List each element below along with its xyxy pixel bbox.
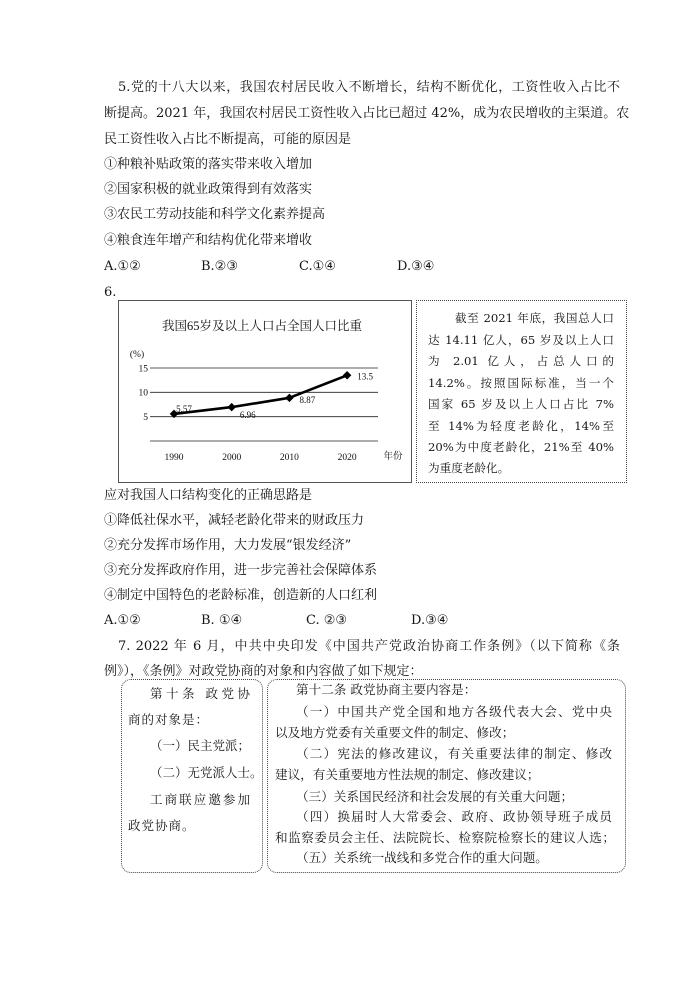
article-12-line-9: （五）关系统一战线和多党合作的重大问题。 (296, 850, 548, 865)
y-tick-label: 15 (138, 364, 148, 375)
q5-stem-line-1: 5.党的十八大以来，我国农村居民收入不断增长，结构不断优化，工资性收入占比不 (118, 80, 620, 95)
data-label: 6.96 (239, 410, 256, 421)
article-12-box (267, 679, 626, 873)
q6-stem: 应对我国人口结构变化的正确思路是 (104, 488, 313, 503)
q7-stem-line-2: 例》），《条例》对政党协商的对象和内容做了如下规定： (104, 664, 423, 679)
info-line-6: 至 14%为轻度老龄化，14%至 (428, 419, 614, 433)
info-line-8: 为重度老龄化。 (428, 461, 510, 475)
q6-option-4: ④制定中国特色的老龄标准，创造新的人口红利 (104, 588, 378, 603)
q5-stem-line-2: 断提高。2021 年，我国农村居民工资性收入占比已超过 42%，成为农民增收的主渠道。农 (104, 106, 630, 121)
x-tick-label: 2020 (337, 453, 357, 463)
article-10-line-6: 政党协商。 (128, 818, 196, 833)
population-info-box (416, 300, 627, 483)
population-chart (118, 300, 412, 483)
article-10-line-5: 工商联应邀参加 (150, 792, 250, 807)
article-12-line-6: （三）关系国民经济和社会发展的有关重大问题； (296, 789, 574, 804)
x-axis-label: 年份 (383, 452, 403, 462)
q5-stem-line-3: 民工资性收入占比不断提高，可能的原因是 (104, 132, 352, 147)
info-line-5: 国家 65 岁及以上人口占比 7% (428, 397, 614, 411)
info-line-3: 为 2.01 亿人，占总人口的 (428, 354, 614, 368)
q7-stem-line-1: 7. 2022 年 6 月，中共中央印发《中国共产党政治协商工作条例》（以下简称《条 (118, 639, 620, 654)
data-label: 5.57 (176, 403, 192, 414)
article-10-line-1: 第十条 政党协 (150, 686, 250, 701)
q5-option-2: ②国家积极的就业政策得到有效落实 (104, 182, 313, 197)
q5-choice-b: B.②③ (201, 259, 238, 274)
x-tick-label: 1990 (164, 453, 184, 463)
q6-option-2: ②充分发挥市场作用，大力发展“银发经济” (104, 538, 352, 553)
data-label: 13.5 (357, 371, 373, 382)
article-10-box (121, 679, 263, 873)
chart-svg (118, 300, 412, 483)
q6-choice-d: D.③④ (411, 613, 449, 628)
x-tick-label: 2010 (279, 453, 299, 463)
info-line-2: 达 14.11 亿人，65 岁及以上人口 (428, 333, 614, 347)
y-tick-label: 5 (143, 412, 148, 423)
q6-option-1: ①降低社保水平，减轻老龄化带来的财政压力 (104, 513, 365, 528)
info-line-7: 20%为中度老龄化，21%至 40% (428, 440, 614, 454)
y-axis-label: (%) (129, 350, 145, 360)
article-10-line-3: （一）民主党派； (150, 738, 251, 753)
article-12-line-8: 和监察委员会主任、法院院长、检察院检察长的建议人选； (275, 830, 615, 845)
article-10-line-4: （二）无党派人士。 (150, 765, 263, 780)
info-line-4: 14.2%。按照国际标准，当一个 (428, 376, 614, 390)
q5-option-1: ①种粮补贴政策的落实带来收入增加 (104, 157, 313, 172)
q5-choice-c: C.①④ (299, 259, 336, 274)
q5-choice-d: D.③④ (397, 259, 435, 274)
q6-choice-a: A.①② (104, 613, 141, 628)
article-12-line-2: （一）中国共产党全国和地方各级代表大会、党中央 (296, 704, 612, 719)
chart-title: 我国65岁及以上人口占全国人口比重 (161, 319, 363, 333)
y-tick-label: 10 (138, 388, 148, 399)
x-tick-label: 2000 (222, 453, 242, 463)
q6-choice-b: B. ①④ (201, 613, 243, 628)
q6-choice-c: C. ②③ (306, 613, 348, 628)
article-12-line-5: 建议，有关重要地方性法规的制定、修改建议； (275, 767, 540, 782)
info-line-1: 截至 2021 年底，我国总人口 (455, 311, 614, 325)
q5-option-4: ④粮食连年增产和结构优化带来增收 (104, 233, 313, 248)
article-12-line-1: 第十二条 政党协商主要内容是： (296, 682, 477, 697)
article-12-line-4: （二）宪法的修改建议，有关重要法律的制定、修改 (296, 746, 612, 761)
data-label: 8.87 (299, 394, 316, 405)
article-12-line-3: 以及地方党委有关重要文件的制定、修改； (275, 725, 515, 740)
q5-choice-a: A.①② (104, 259, 141, 274)
q6-option-3: ③充分发挥政府作用，进一步完善社会保障体系 (104, 563, 378, 578)
article-10-line-2: 商的对象是： (128, 712, 210, 727)
q6-number: 6. (104, 285, 117, 300)
q5-option-3: ③农民工劳动技能和科学文化素养提高 (104, 207, 326, 222)
article-12-line-7: （四）换届时人大常委会、政府、政协领导班子成员 (296, 809, 612, 824)
